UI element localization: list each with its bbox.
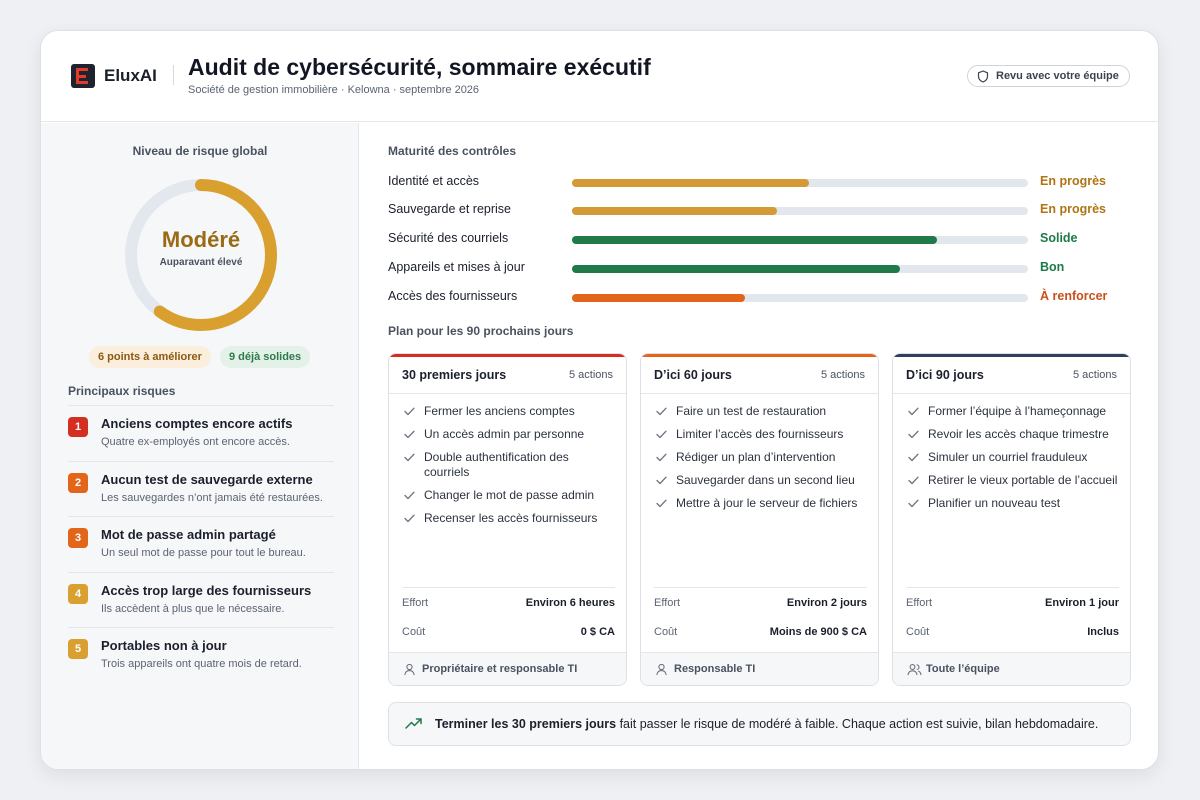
phase-owner: [893, 652, 1130, 686]
cost-label: Coût: [654, 626, 678, 638]
review-badge: [967, 65, 1130, 87]
phase-action-list: [906, 404, 1121, 519]
check-icon: [404, 407, 415, 416]
check-icon: [908, 453, 919, 462]
shield-icon: [977, 70, 989, 83]
risk-description: Quatre ex-employés ont encore accès.: [101, 436, 290, 448]
maturity-row: [388, 229, 1128, 249]
cost-row: [906, 626, 1119, 642]
cost-value: Moins de 900 $ CA: [769, 626, 867, 638]
page-title: Audit de cybersécurité, sommaire exécutif: [188, 54, 651, 80]
risk-item[interactable]: [68, 572, 334, 628]
maturity-label: Sauvegarde et reprise: [388, 202, 511, 216]
action-item-label: Double authentification des courriels: [424, 450, 569, 479]
trend-up-icon: [405, 717, 423, 731]
report-header: [41, 31, 1158, 122]
divider: [654, 587, 867, 588]
cost-label: Coût: [402, 626, 426, 638]
risk-level-heading: Niveau de risque global: [132, 144, 268, 158]
check-icon: [908, 476, 919, 485]
action-item-label: Rédiger un plan d’intervention: [676, 450, 836, 464]
check-icon: [404, 514, 415, 523]
check-icon: [908, 407, 919, 416]
risk-title: Anciens comptes encore actifs: [101, 416, 293, 431]
maturity-row: [388, 172, 1128, 192]
action-item-label: Revoir les accès chaque trimestre: [928, 427, 1109, 441]
cost-row: [402, 626, 615, 642]
risk-description: Les sauvegardes n’ont jamais été restaurées.: [101, 491, 323, 504]
plan-phase-card: [892, 353, 1131, 686]
action-item: [906, 473, 1121, 488]
risk-number-badge: 2: [68, 473, 88, 493]
risk-item[interactable]: [68, 461, 334, 517]
risk-gauge: [121, 175, 281, 335]
risk-item[interactable]: [68, 627, 334, 683]
maturity-bar-fill: [572, 207, 777, 215]
action-item: [402, 488, 617, 503]
cost-label: Coût: [906, 626, 930, 638]
maturity-status: Solide: [1040, 231, 1078, 245]
check-icon: [908, 430, 919, 439]
owner-label: Propriétaire et responsable TI: [422, 663, 578, 675]
summary-bold: Terminer les 30 premiers jours: [435, 717, 617, 731]
risk-description: Trois appareils ont quatre mois de retard.: [101, 658, 302, 671]
action-item-label: Former l’équipe à l’hameçonnage: [928, 404, 1107, 418]
check-icon: [404, 453, 415, 462]
to-improve-badge: 6 points à améliorer: [89, 346, 211, 368]
action-item: [906, 450, 1121, 465]
effort-row: [654, 597, 867, 613]
risk-number-badge: 1: [68, 417, 88, 437]
effort-row: [402, 597, 615, 613]
phase-title: 30 premiers jours: [402, 368, 507, 382]
cost-value: Inclus: [1087, 626, 1119, 638]
plan-phase-card: [388, 353, 627, 686]
maturity-bar: [572, 265, 1028, 273]
action-item: [906, 404, 1121, 419]
action-item: [654, 450, 869, 465]
action-item-label: Changer le mot de passe admin: [424, 488, 595, 502]
maturity-bar-fill: [572, 236, 937, 244]
cost-row: [654, 626, 867, 642]
solid-badge: 9 déjà solides: [220, 346, 310, 368]
phase-action-count: 5 actions: [1072, 369, 1117, 381]
owner-label: Responsable TI: [674, 663, 756, 675]
check-icon: [404, 491, 415, 500]
action-item-label: Fermer les anciens comptes: [424, 404, 575, 418]
maturity-label: Accès des fournisseurs: [388, 289, 518, 303]
maturity-bar: [572, 236, 1028, 244]
effort-label: Effort: [402, 597, 429, 609]
effort-label: Effort: [906, 597, 933, 609]
action-item: [402, 427, 617, 442]
action-item-label: Retirer le vieux portable de l’accueil: [928, 473, 1118, 487]
action-item-label: Mettre à jour le serveur de fichiers: [676, 496, 858, 510]
risk-description: Ils accèdent à plus que le nécessaire.: [101, 602, 285, 615]
action-item: [402, 450, 617, 480]
action-item: [654, 473, 869, 488]
phase-accent-bar: [641, 354, 878, 357]
action-item-label: Recenser les accès fournisseurs: [424, 511, 598, 525]
risk-panel: [41, 123, 359, 770]
users-icon: [907, 663, 922, 676]
action-item: [654, 496, 869, 511]
maturity-status: En progrès: [1040, 174, 1106, 188]
risk-title: Aucun test de sauvegarde externe: [101, 471, 313, 487]
check-icon: [656, 453, 667, 462]
action-item: [654, 427, 869, 442]
effort-value: Environ 2 jours: [786, 597, 867, 609]
divider: [641, 393, 878, 394]
maturity-bar-fill: [572, 265, 900, 273]
action-item-label: Simuler un courriel frauduleux: [928, 450, 1088, 464]
maturity-heading: Maturité des contrôles: [388, 144, 517, 158]
divider: [906, 587, 1119, 588]
action-item-label: Sauvegarder dans un second lieu: [676, 473, 855, 487]
maturity-bar: [572, 179, 1028, 187]
eluxai-logo-icon: [71, 64, 95, 88]
divider: [389, 393, 626, 394]
risk-previous-level: Auparavant élevé: [159, 257, 243, 268]
risk-number-badge: 3: [68, 528, 88, 548]
phase-action-list: [402, 404, 617, 534]
action-item-label: Un accès admin par personne: [424, 427, 585, 441]
maturity-status: En progrès: [1040, 202, 1106, 216]
maturity-bar-fill: [572, 294, 745, 302]
maturity-row: [388, 287, 1128, 307]
action-item: [402, 511, 617, 526]
action-item: [906, 496, 1121, 511]
user-icon: [403, 663, 416, 676]
maturity-label: Identité et accès: [388, 174, 480, 188]
check-icon: [404, 430, 415, 439]
divider: [402, 587, 615, 588]
risk-item[interactable]: [68, 516, 334, 572]
phase-accent-bar: [893, 354, 1130, 357]
action-item-label: Planifier un nouveau test: [928, 496, 1061, 510]
maturity-row: [388, 258, 1128, 278]
report-card: [40, 30, 1159, 770]
maturity-bar: [572, 207, 1028, 215]
summary-banner: [388, 702, 1131, 746]
maturity-label: Appareils et mises à jour: [388, 260, 525, 274]
maturity-bar-fill: [572, 179, 809, 187]
maturity-status: Bon: [1040, 260, 1065, 274]
check-icon: [656, 499, 667, 508]
review-label: Revu avec votre équipe: [996, 70, 1119, 82]
phase-owner: [641, 652, 878, 686]
check-icon: [656, 476, 667, 485]
top-risks-heading: Principaux risques: [68, 384, 176, 398]
maturity-row: [388, 200, 1128, 220]
effort-row: [906, 597, 1119, 613]
risk-number-badge: 5: [68, 639, 88, 659]
page-subtitle: Société de gestion immobilière · Kelowna · septembre 2026: [188, 84, 480, 96]
check-icon: [656, 430, 667, 439]
phase-title: D’ici 60 jours: [654, 368, 732, 382]
owner-label: Toute l’équipe: [926, 663, 1000, 675]
phase-action-count: 5 actions: [820, 369, 865, 381]
brand-name: EluxAI: [104, 66, 157, 85]
risk-item[interactable]: [68, 405, 334, 461]
risk-title: Accès trop large des fournisseurs: [101, 582, 312, 598]
effort-label: Effort: [654, 597, 681, 609]
plan-phase-card: [640, 353, 879, 686]
risk-number-badge: 4: [68, 584, 88, 604]
maturity-status: À renforcer: [1040, 289, 1108, 303]
divider: [893, 393, 1130, 394]
phase-action-list: [654, 404, 869, 519]
header-divider: [173, 65, 174, 85]
check-icon: [908, 499, 919, 508]
action-item: [402, 404, 617, 419]
phase-title: D’ici 90 jours: [906, 368, 984, 382]
action-item-label: Faire un test de restauration: [676, 404, 827, 418]
action-item-label: Limiter l’accès des fournisseurs: [676, 427, 844, 441]
phase-action-count: 5 actions: [568, 369, 613, 381]
phase-accent-bar: [389, 354, 626, 357]
summary-rest: fait passer le risque de modéré à faible. Chaque action est suivie, bilan hebdomadaire.: [616, 717, 1099, 731]
user-icon: [655, 663, 668, 676]
summary-text: [435, 717, 1098, 731]
risk-level-value: Modéré: [161, 227, 241, 252]
action-item: [906, 427, 1121, 442]
risk-title: Portables non à jour: [101, 638, 227, 654]
plan-heading: Plan pour les 90 prochains jours: [388, 324, 574, 338]
check-icon: [656, 407, 667, 416]
risk-description: Un seul mot de passe pour tout le bureau.: [101, 547, 306, 560]
cost-value: 0 $ CA: [580, 626, 615, 638]
effort-value: Environ 6 heures: [525, 597, 615, 609]
risk-title: Mot de passe admin partagé: [101, 527, 276, 543]
maturity-label: Sécurité des courriels: [388, 231, 509, 245]
phase-owner: [389, 652, 626, 686]
maturity-bar: [572, 294, 1028, 302]
top-risks-list: [68, 405, 334, 683]
action-item: [654, 404, 869, 419]
effort-value: Environ 1 jour: [1045, 597, 1119, 609]
